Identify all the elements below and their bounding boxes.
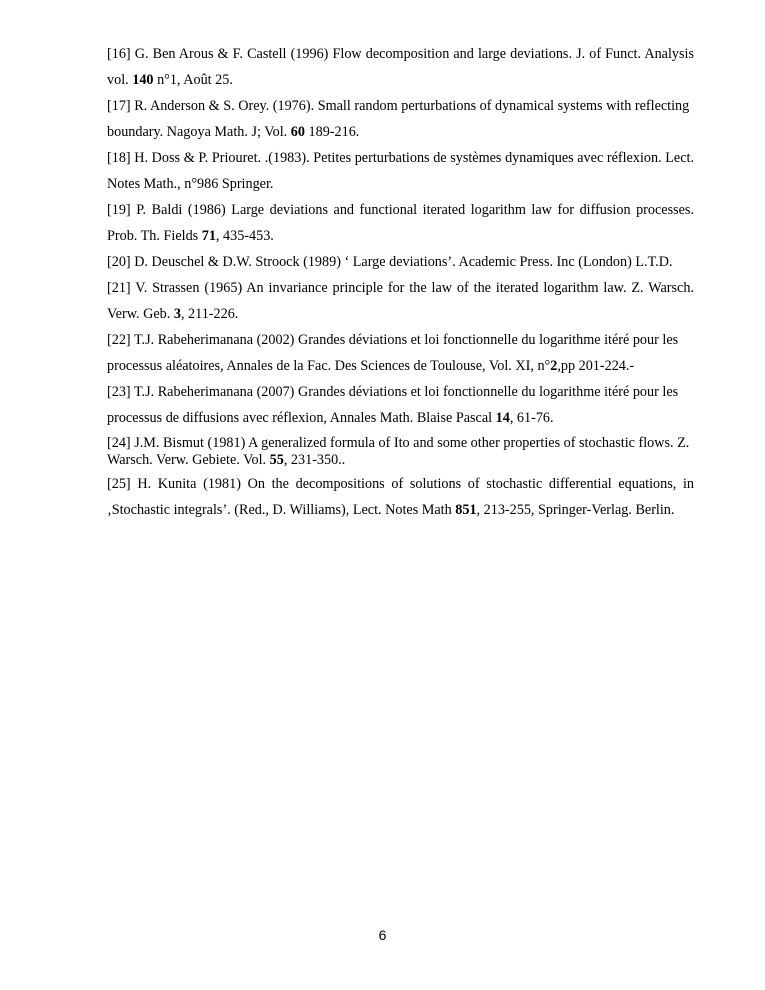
reference-16 — [107, 41, 694, 93]
ref-pages: , 435-453. — [215, 228, 274, 244]
ref-number: [17] — [107, 98, 131, 114]
ref-number: [25] — [107, 476, 131, 492]
ref-pages: ,pp 201-224.- — [557, 358, 635, 374]
reference-24 — [107, 435, 694, 469]
reference-20 — [107, 249, 694, 275]
ref-number: [24] — [107, 435, 131, 451]
ref-text: D. Deuschel & D.W. Stroock (1989) ‘ Large deviations’. Academic Press. Inc (London) L.T.D. — [134, 254, 673, 270]
reference-23 — [107, 379, 694, 431]
ref-number: [20] — [107, 254, 131, 270]
ref-volume: 71 — [201, 228, 216, 244]
ref-volume: 14 — [495, 410, 510, 426]
ref-pages: n°1, Août 25. — [157, 72, 233, 88]
ref-number: [16] — [107, 46, 131, 62]
ref-text: H. Doss & P. Priouret. .(1983). Petites perturbations de systèmes dynamiques avec réflexion. Lect. Notes Math., n°986 Springer. — [107, 150, 694, 192]
ref-text: T.J. Rabeherimanana (2002) Grandes déviations et loi fonctionnelle du logarithme itéré pour les processus aléatoires, Annales de la Fac. Des Sciences de Toulouse, Vol. XI, n° — [107, 332, 679, 374]
ref-number: [21] — [107, 280, 131, 296]
ref-pages: , 61-76. — [509, 410, 554, 426]
reference-25 — [107, 471, 694, 523]
ref-pages: 189-216. — [308, 124, 360, 140]
ref-number: [22] — [107, 332, 131, 348]
ref-text: G. Ben Arous & F. Castell (1996) Flow decomposition and large deviations. J. of Funct. Analysis vol. — [107, 46, 694, 88]
reference-21 — [107, 275, 694, 327]
ref-text: T.J. Rabeherimanana (2007) Grandes déviations et loi fonctionnelle du logarithme itéré pour les processus de diffusions avec réflexion, Annales Math. Blaise Pascal — [107, 384, 679, 426]
reference-19 — [107, 197, 694, 249]
reference-list — [107, 41, 694, 523]
ref-text: J.M. Bismut (1981) A generalized formula of Ito and some other properties of stochastic flows. Z. Warsch. Verw. Gebiete. Vol. — [107, 435, 690, 468]
reference-22 — [107, 327, 694, 379]
ref-text: P. Baldi (1986) Large deviations and functional iterated logarithm law for diffusion processes. Prob. Th. Fields — [107, 202, 695, 244]
ref-number: [23] — [107, 384, 131, 400]
ref-number: [19] — [107, 202, 131, 218]
ref-volume: 55 — [269, 452, 284, 468]
ref-pages: , 213-255, Springer-Verlag. Berlin. — [476, 502, 675, 518]
ref-text: V. Strassen (1965) An invariance principle for the law of the iterated logarithm law. Z. Warsch. Verw. Geb. — [107, 280, 694, 322]
ref-text: H. Kunita (1981) On the decompositions of solutions of stochastic differential equations, in ‚Stochastic integrals’. (Red., D. Williams), Lect. Notes Math — [107, 476, 694, 518]
reference-17 — [107, 93, 694, 145]
page-number: 6 — [378, 927, 387, 943]
ref-text: R. Anderson & S. Orey. (1976). Small random perturbations of dynamical systems with reflecting boundary. Nagoya Math. J; Vol. — [107, 98, 690, 140]
ref-volume: 2 — [550, 358, 558, 374]
ref-volume: 851 — [455, 502, 477, 518]
ref-volume: 60 — [290, 124, 305, 140]
ref-pages: , 231-350.. — [283, 452, 346, 468]
ref-volume: 3 — [173, 306, 181, 322]
ref-volume: 140 — [132, 72, 154, 88]
ref-pages: , 211-226. — [180, 306, 239, 322]
reference-18 — [107, 145, 694, 197]
ref-number: [18] — [107, 150, 131, 166]
